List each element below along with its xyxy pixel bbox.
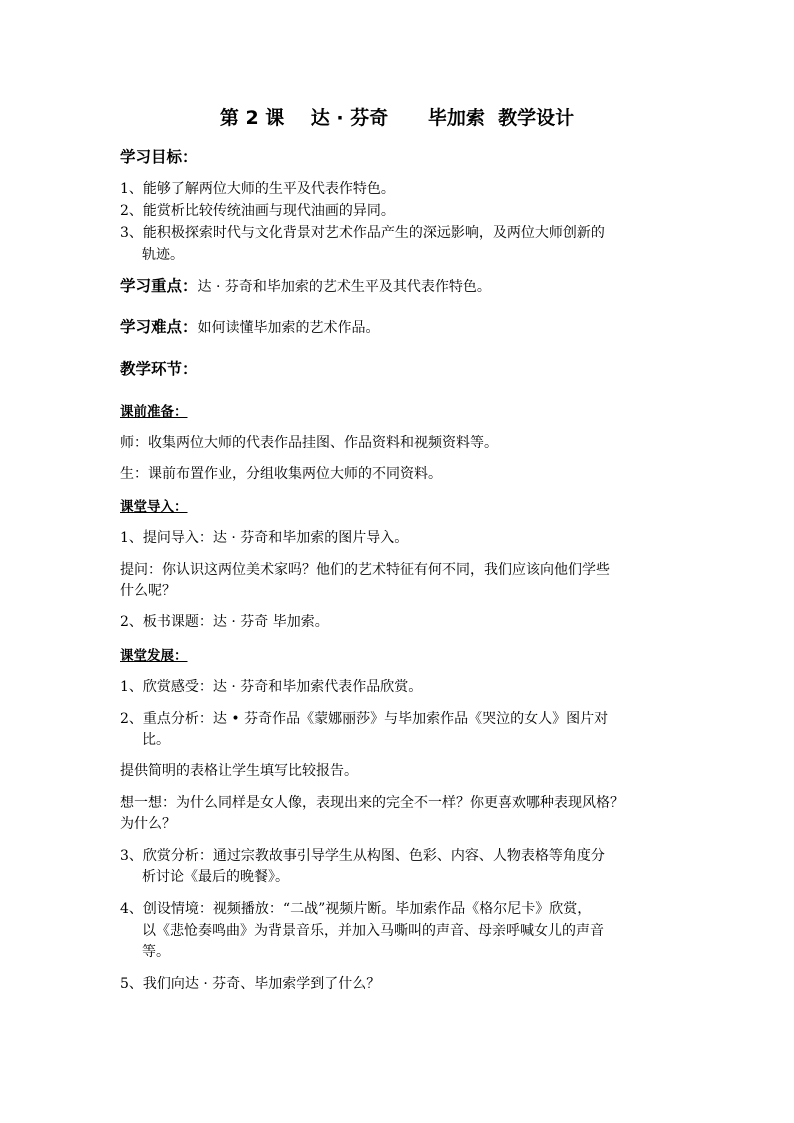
introduction-line-4: 2、板书课题：达 · 芬奇 毕加索。 (120, 614, 329, 630)
difficulties-heading: 学习难点： (120, 318, 198, 336)
development-line-6-continuation-2: 等。 (142, 944, 170, 960)
development-line-7: 5、我们向达 · 芬奇、毕加索学到了什么？ (120, 976, 381, 992)
development-line-6: 4、创设情境：视频播放：“二战”视频片断。毕加索作品《格尔尼卡》欣赏， (120, 901, 592, 917)
objective-item-1: 1、能够了解两位大师的生平及代表作特色。 (120, 181, 395, 197)
objective-item-2: 2、能赏析比较传统油画与现代油画的异同。 (120, 203, 395, 219)
development-line-6-continuation-1: 以《悲怆奏鸣曲》为背景音乐，并加入马嘶叫的声音、母亲呼喊女儿的声音 (142, 923, 604, 939)
objectives-heading: 学习目标： (120, 148, 198, 166)
development-line-1: 1、欣赏感受：达 · 芬奇和毕加索代表作品欣赏。 (120, 679, 423, 695)
development-heading: 课堂发展： (120, 648, 188, 664)
introduction-line-1: 1、提问导入：达 · 芬奇和毕加索的图片导入。 (120, 530, 409, 546)
development-line-5-continuation: 析讨论《最后的晚餐》。 (142, 869, 289, 885)
development-line-5: 3、欣赏分析：通过宗教故事引导学生从构图、色彩、内容、人物表格等角度分 (120, 848, 605, 864)
introduction-line-3: 什么呢？ (120, 583, 176, 599)
development-line-4: 想一想：为什么同样是女人像，表现出来的完全不一样？你更喜欢哪种表现风格？ (120, 795, 624, 811)
preparation-heading: 课前准备： (120, 404, 188, 420)
preparation-line-student: 生：课前布置作业，分组收集两位大师的不同资料。 (120, 466, 442, 482)
preparation-line-teacher: 师：收集两位大师的代表作品挂图、作品资料和视频资料等。 (120, 435, 498, 451)
development-line-2: 2、重点分析：达 • 芬奇作品《蒙娜丽莎》与毕加索作品《哭泣的女人》图片对 (120, 711, 609, 727)
key-points-heading: 学习重点： (120, 277, 198, 295)
development-line-4-continuation: 为什么？ (120, 816, 176, 832)
introduction-heading: 课堂导入： (120, 499, 188, 515)
development-line-3: 提供简明的表格让学生填写比较报告。 (120, 763, 358, 779)
objective-item-3: 3、能积极探索时代与文化背景对艺术作品产生的深远影响，及两位大师创新的 (120, 225, 605, 241)
development-line-2-continuation: 比。 (142, 732, 170, 748)
difficulties-line (120, 316, 680, 339)
key-points-text: 达 · 芬奇和毕加索的艺术生平及其代表作特色。 (197, 279, 491, 295)
difficulties-text: 如何读懂毕加索的艺术作品。 (197, 320, 380, 336)
teaching-steps-heading: 教学环节： (120, 360, 198, 378)
introduction-line-2: 提问：你认识这两位美术家吗？他们的艺术特征有何不同，我们应该向他们学些 (120, 562, 610, 578)
document-title: 第 2 课 达 · 芬奇 毕加索 教学设计 (219, 107, 575, 129)
objective-item-3-continuation: 轨迹。 (142, 247, 184, 263)
key-points-line (120, 275, 680, 298)
